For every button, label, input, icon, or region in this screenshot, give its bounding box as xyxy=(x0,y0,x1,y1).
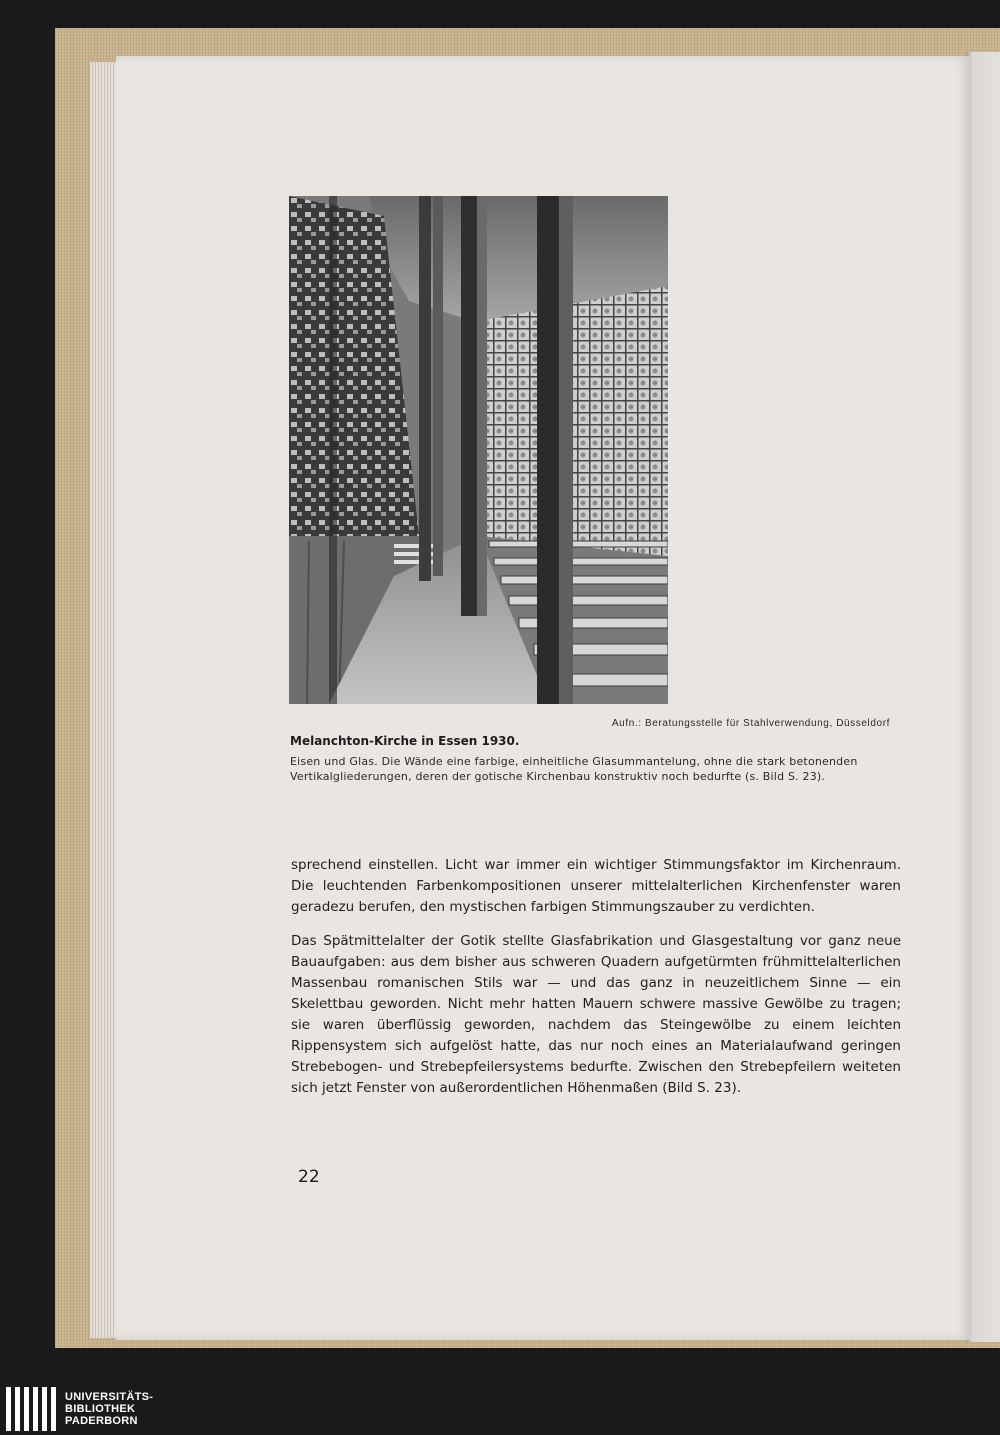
paragraph: sprechend einstellen. Licht war immer ein wichtiger Stimmungsfaktor im Kirchenraum. Die leuchtenden Farbenkompositionen unserer mittelalterlichen Kirchenfenster waren geradezu berufen, den mystischen farbigen Stimmungszauber zu verdichten. xyxy=(291,857,901,915)
figure-title: Melanchton-Kirche in Essen 1930. xyxy=(290,734,520,748)
logo-text xyxy=(65,1391,153,1427)
logo-line: BIBLIOTHEK xyxy=(65,1403,136,1415)
figure-caption xyxy=(290,754,900,784)
library-logo xyxy=(6,1386,153,1432)
body-text xyxy=(291,855,901,1112)
logo-line: UNIVERSITÄTS- xyxy=(65,1391,154,1403)
caption-line: Eisen und Glas. Die Wände eine farbige, einheitliche Glasummantelung, ohne die stark betonenden xyxy=(290,755,858,768)
photo-credit: Aufn.: Beratungsstelle für Stahlverwendung, Düsseldorf xyxy=(611,718,890,729)
paragraph: Das Spätmittelalter der Gotik stellte Glasfabrikation und Glasgestaltung vor ganz neue Bauaufgaben: aus dem bisher aus schweren Quadern aufgetürmten frühmittelalterlichen Massenbau romanischen Stils war — und das ganz in neuzeitlichem Sinne — ein Skelettbau geworden. Nicht mehr hatten Mauern schwere massive Gewölbe zu tragen; sie waren überflüssig geworden, nachdem das Steingewölbe zu einem leichten Rippensystem sich aufgelöst hatte, das nur noch eines an Materialaufwand geringen Strebebogen- und Strebepfeilersystems bedurfte. Zwischen den Strebepfeilern weiteten sich jetzt Fenster von außerordentlichen Höhenmaßen (Bild S. 23). xyxy=(291,933,901,1096)
logo-line: PADERBORN xyxy=(65,1415,138,1427)
church-interior-photo xyxy=(289,196,668,704)
caption-line: Vertikalgliederungen, deren der gotische Kirchenbau konstruktiv noch bedurfte (s. Bild S. 23). xyxy=(290,770,826,783)
facing-page-edge xyxy=(966,52,1000,1342)
page-number: 22 xyxy=(298,1167,320,1187)
logo-bars-icon xyxy=(6,1387,56,1431)
